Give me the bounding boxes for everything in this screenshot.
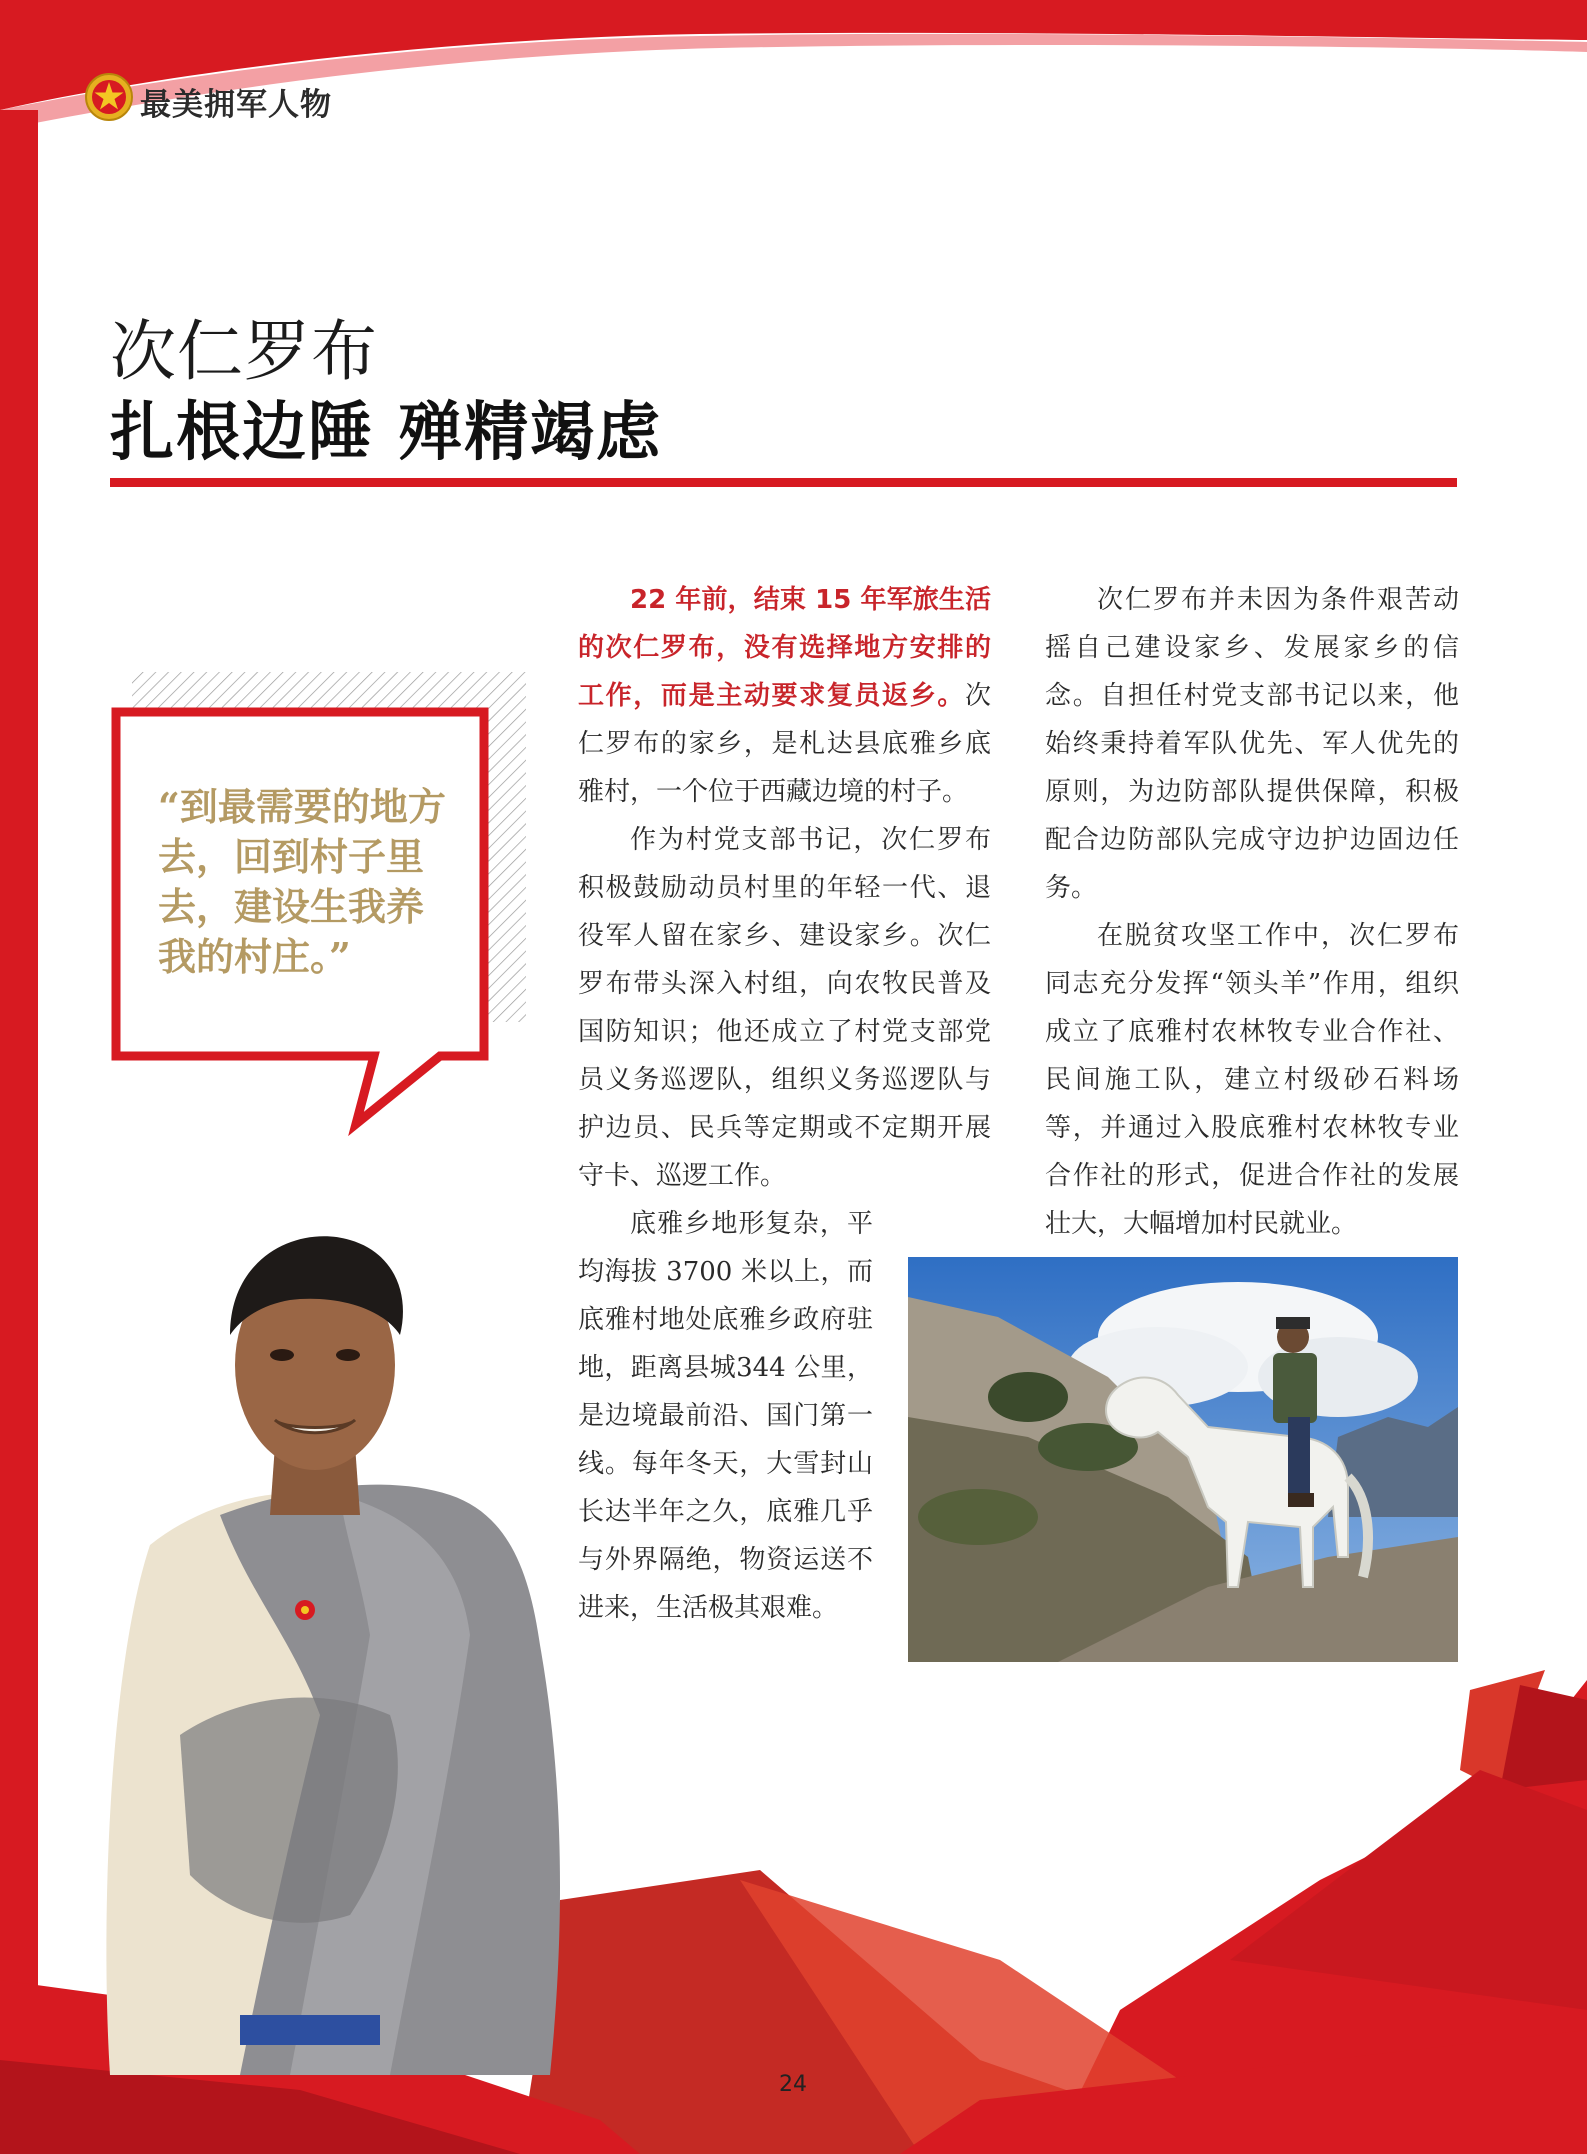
article-column-3 [578, 1200, 873, 1632]
section-label: 最美拥军人物 [140, 87, 332, 123]
horse-rider-photo [908, 1257, 1458, 1662]
paragraph: 作为村党支部书记，次仁罗布积极鼓励动员村里的年轻一代、退役军人留在家乡、建设家乡。次仁罗布带头深入村组，向农牧民普及国防知识；他还成立了村党支部党员义务巡逻队，组织义务巡逻队与护边员、民兵等定期或不定期开展守卡、巡逻工作。 [578, 825, 991, 1191]
title-divider [110, 478, 1457, 487]
paragraph: 次仁罗布并未因为条件艰苦动摇自己建设家乡、发展家乡的信念。自担任村党支部书记以来，他始终秉持着军队优先、军人优先的原则，为边防部队提供保障，积极配合边防部队完成守边护边固边任务。 [1045, 585, 1459, 903]
lead-paragraph [578, 576, 991, 816]
army-star-emblem-icon [84, 72, 134, 122]
page-number: 24 [779, 2072, 807, 2097]
portrait-photo [90, 1215, 590, 2075]
person-name-title: 次仁罗布 [110, 313, 378, 390]
pull-quote: “到最需要的地方去，回到村子里去，建设生我养我的村庄。” [158, 784, 446, 979]
article-column-2 [1045, 576, 1459, 1248]
article-column-1 [578, 576, 991, 1200]
article-headline: 扎根边陲 殚精竭虑 [110, 396, 663, 470]
paragraph-text: 次仁罗布的家乡，是札达县底雅乡底雅村，一个位于西藏边境的村子。 [578, 681, 991, 807]
paragraph: 在脱贫攻坚工作中，次仁罗布同志充分发挥“领头羊”作用，组织成立了底雅村农林牧专业合作社、民间施工队，建立村级砂石料场等，并通过入股底雅村农林牧专业合作社的形式，促进合作社的发展壮大，大幅增加村民就业。 [1045, 921, 1459, 1239]
paragraph: 底雅乡地形复杂，平均海拔 3700 米以上，而底雅村地处底雅乡政府驻地，距离县城344 公里，是边境最前沿、国门第一线。每年冬天，大雪封山长达半年之久，底雅几乎与外界隔绝，物资运送不进来，生活极其艰难。 [578, 1209, 873, 1623]
lead-text: 22 年前，结束 15 年军旅生活的次仁罗布，没有选择地方安排的工作，而是主动要求复员返乡。 [578, 585, 991, 711]
